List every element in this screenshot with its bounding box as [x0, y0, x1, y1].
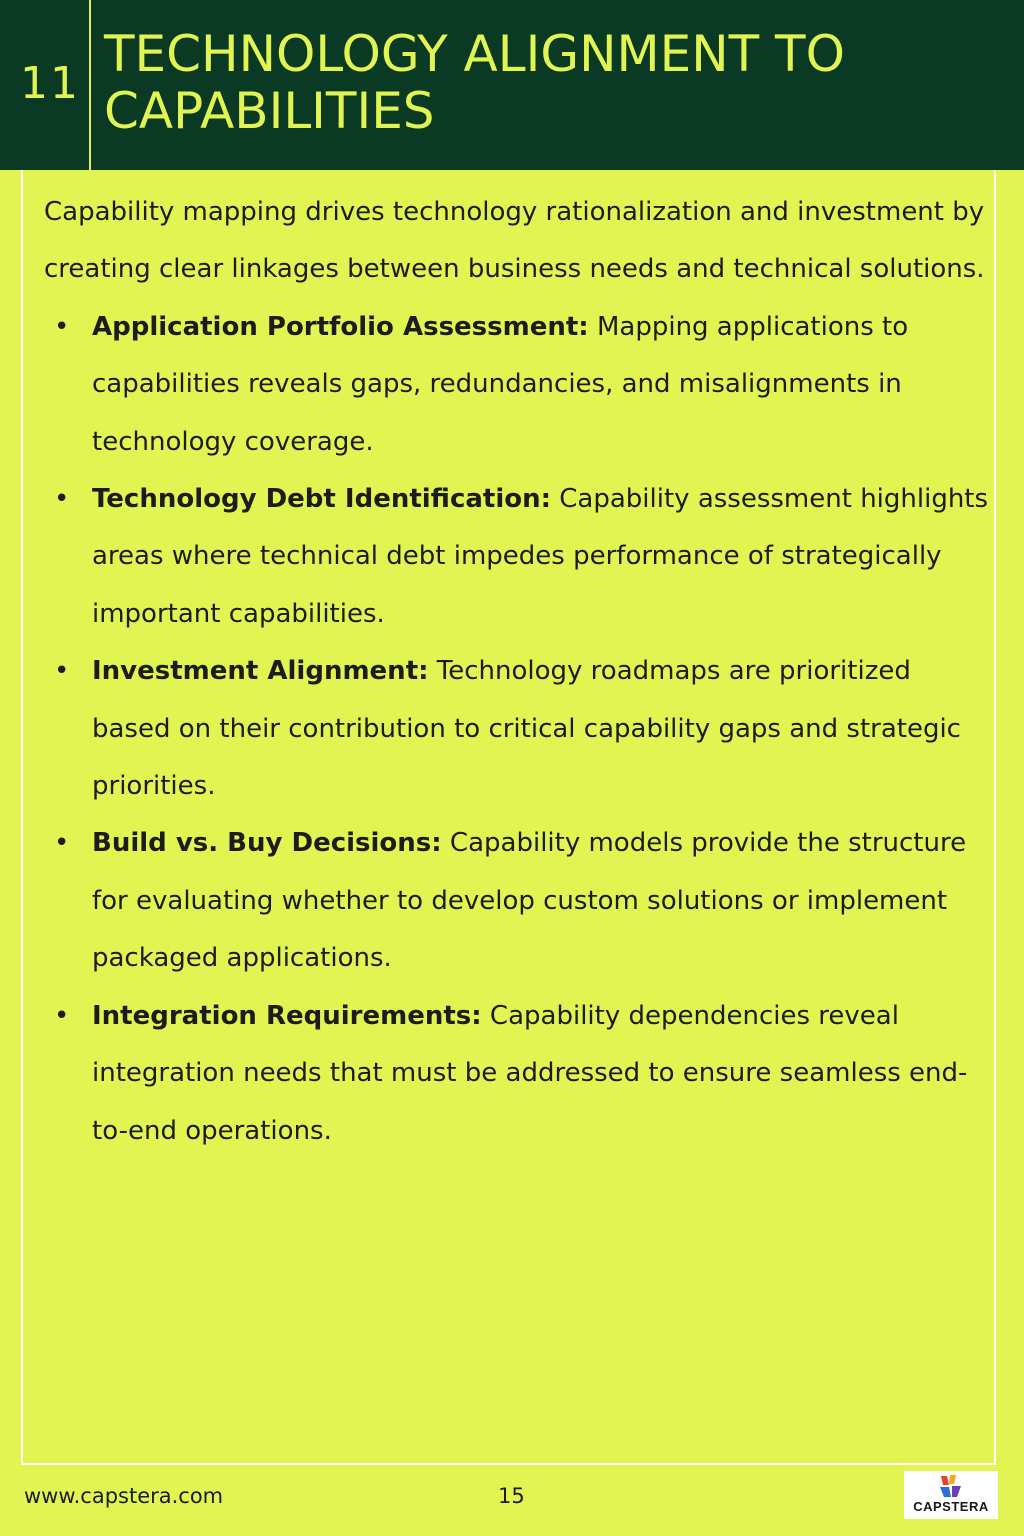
bullet-item — [44, 471, 994, 643]
capstera-logo-icon — [937, 1473, 965, 1499]
bullet-lead: Build vs. Buy Decisions: — [92, 828, 442, 859]
bullet-icon: • — [54, 656, 70, 687]
bullet-item — [44, 988, 994, 1160]
bullet-lead: Investment Alignment: — [92, 656, 429, 687]
bullet-lead: Application Portfolio Assessment: — [92, 311, 589, 342]
content-body — [44, 184, 994, 1160]
logo-text: CAPSTERA — [913, 1499, 989, 1514]
bullet-icon: • — [54, 484, 70, 515]
bullet-text: Technology roadmaps are prioritized based on their contribution to critical capability gaps and strategic priorities. — [92, 656, 961, 802]
capstera-logo — [904, 1471, 998, 1519]
page-header — [0, 0, 1024, 170]
header-divider — [89, 0, 91, 170]
intro-paragraph: Capability mapping drives technology rationalization and investment by creating clear linkages between business needs and technical solutions. — [44, 197, 985, 285]
bullet-lead: Technology Debt Identification: — [92, 484, 552, 515]
bullet-text: Capability models provide the structure for evaluating whether to develop custom solutions or implement packaged applications. — [92, 828, 967, 974]
bullet-icon: • — [54, 1000, 70, 1031]
bullet-icon: • — [54, 311, 70, 342]
bullet-lead: Integration Requirements: — [92, 1000, 482, 1031]
bullet-item — [44, 643, 994, 815]
bullet-text: Mapping applications to capabilities reveals gaps, redundancies, and misalignments in technology coverage. — [92, 311, 909, 457]
chapter-number: 11 — [20, 58, 80, 109]
bullet-item — [44, 815, 994, 987]
page-number: 15 — [498, 1484, 525, 1508]
bullet-item — [44, 299, 994, 471]
page-title: TECHNOLOGY ALIGNMENT TO CAPABILITIES — [104, 25, 845, 140]
footer-url-link[interactable]: www.capstera.com — [24, 1484, 224, 1508]
bullet-text: Capability assessment highlights areas where technical debt impedes performance of strategically important capabilities. — [92, 484, 989, 629]
bullet-icon: • — [54, 828, 70, 859]
bullet-text: Capability dependencies reveal integration needs that must be addressed to ensure seamless end-to-end operations. — [92, 1000, 968, 1146]
